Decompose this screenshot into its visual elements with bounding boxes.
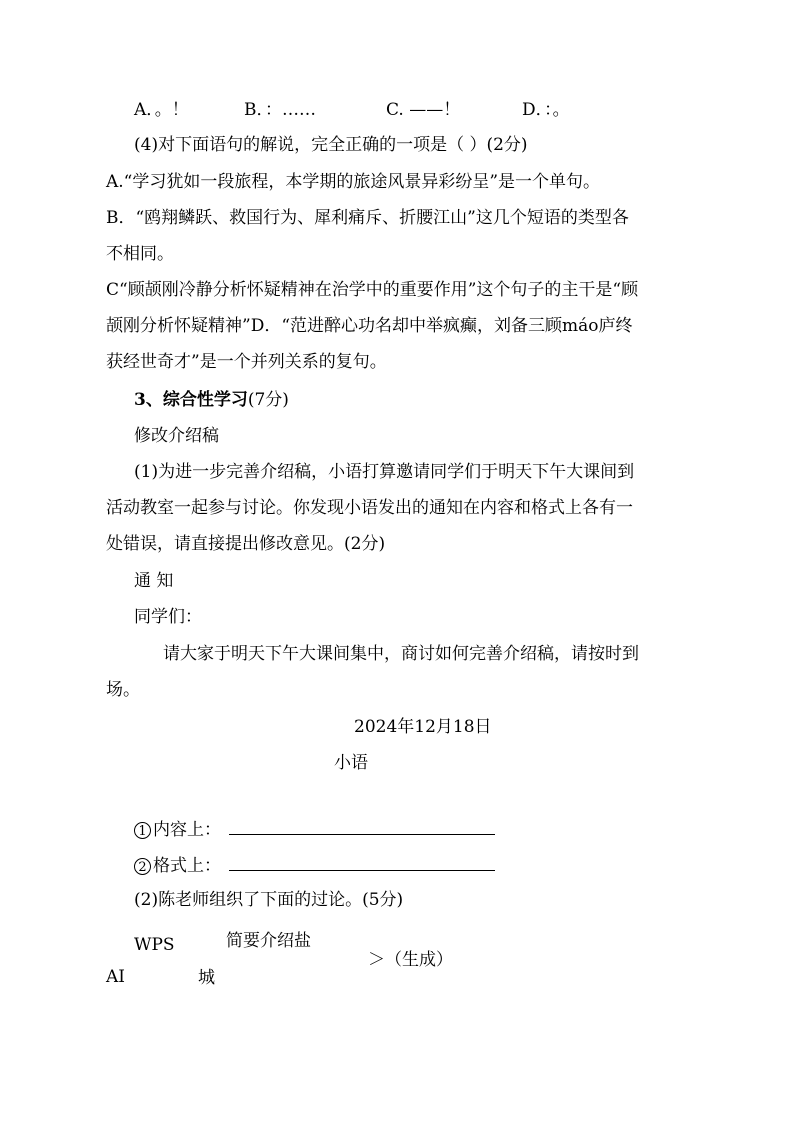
q4-option-b-line2: 不相同。: [106, 244, 174, 264]
option-a: A．。！: [134, 100, 189, 120]
notice-body-line1: 请大家于明天下午大课间集中，商讨如何完善介绍稿，请按时到: [163, 644, 639, 664]
section3-title: 3、综合性学习: [134, 390, 248, 410]
q4-option-cd-line2: 颉刚分析怀疑精神”D．“范进醉心功名却中举疯癫，刘备三顾máo庐终: [106, 316, 633, 336]
flow-wps-label: WPS: [134, 935, 175, 955]
notice-date: 2024年12月18日: [354, 717, 492, 737]
q4-option-cd-line3: 获经世奇才”是一个并列关系的复句。: [106, 352, 387, 372]
answer-format-label: 格式上：: [153, 856, 221, 876]
answer-format-blank[interactable]: [229, 854, 495, 871]
notice-body-line2: 场。: [106, 680, 140, 700]
q4-option-cd-line1: C“顾颉刚冷静分析怀疑精神在治学中的重要作用”这个句子的主干是“顾: [106, 280, 639, 300]
answer-content-row: [134, 818, 495, 840]
answer-content-label: 内容上：: [153, 820, 221, 840]
q4-option-a: A.“学习犹如一段旅程，本学期的旅途风景异彩纷呈”是一个单句。: [106, 172, 601, 192]
q1-line3: 处错误，请直接提出修改意见。(2分): [106, 534, 386, 554]
notice-heading: 通 知: [134, 571, 174, 591]
q1-line2: 活动教室一起参与讨论。你发现小语发出的通知在内容和格式上各有一: [106, 498, 633, 518]
answer-content-blank[interactable]: [229, 818, 495, 835]
flow-box-text-2: 城: [198, 968, 215, 988]
notice-salutation: 同学们：: [134, 607, 202, 627]
q1-line1: (1)为进一步完善介绍稿，小语打算邀请同学们于明天下午大课间到: [134, 462, 635, 482]
notice-signature: 小语: [334, 753, 368, 773]
answer-format-row: [134, 854, 495, 876]
circled-number-2: 2: [134, 858, 151, 875]
option-b: B．：……: [244, 100, 316, 120]
section3-score: (7分): [247, 390, 289, 410]
q4-option-b-line1: B．“鸥翔鳞跃、救国行为、犀利痛斥、折腰江山”这几个短语的类型各: [106, 208, 629, 228]
q2-stem: (2)陈老师组织了下面的过论。(5分): [134, 890, 404, 910]
option-d: D．：。: [522, 100, 570, 120]
option-c: C. ——！: [386, 100, 461, 120]
flow-ai-label: AI: [106, 967, 125, 987]
section3-subtitle: 修改介绍稿: [134, 426, 219, 446]
flow-arrow-generate: ＞（生成）: [368, 950, 453, 970]
q4-stem: (4)对下面语句的解说，完全正确的一项是（ ）(2分): [134, 135, 528, 155]
section3-heading: [134, 390, 289, 410]
circled-number-1: 1: [134, 822, 151, 839]
flow-box-text: 简要介绍盐: [226, 931, 311, 951]
